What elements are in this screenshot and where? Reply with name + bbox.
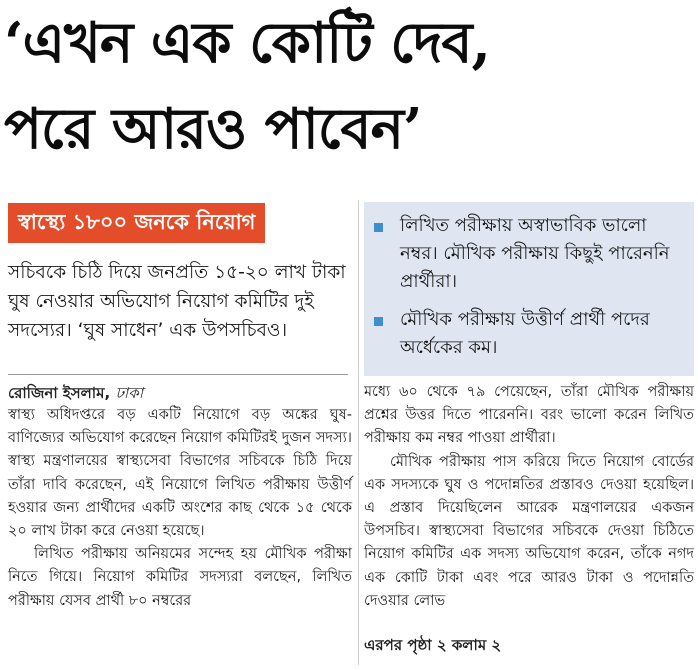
column-divider	[358, 200, 359, 665]
highlight-item	[378, 306, 683, 362]
highlights-box	[364, 202, 694, 376]
headline-line-1: ‘এখন এক কোটি দেব,	[4, 10, 491, 76]
headline-line-2: পরে আরও পাবেন’	[4, 96, 422, 162]
square-bullet-icon	[374, 223, 383, 232]
headline	[4, 0, 694, 172]
kicker-summary: সচিবকে চিঠি দিয়ে জনপ্রতি ১৫-২০ লাখ টাকা ঘুষ নেওয়ার অভিযোগ নিয়োগ কমিটির দুই সদস্যের। ‘ঘুষ সাধেন’ এক উপসচিবও।	[8, 262, 346, 341]
highlight-text: মৌখিক পরীক্ষায় উত্তীর্ণ প্রার্থী পদের অর্ধেকের কম।	[400, 309, 650, 358]
byline-author: রোজিনা ইসলাম,	[8, 384, 111, 402]
highlight-item	[378, 212, 683, 296]
section-tag: স্বাস্থ্যে ১৮০০ জনকে নিয়োগ	[8, 203, 265, 243]
continuation-note[interactable]: এরপর পৃষ্ঠা ২ কলাম ২	[364, 636, 502, 654]
paragraph: মৌখিক পরীক্ষায় পাস করিয়ে দিতে নিয়োগ বোর্ডের এক সদস্যকে ঘুষ ও পদোন্নতির প্রস্তাবও দেওয়া হয়েছিল। এ প্রস্তাব দিয়েছিলেন আরেক মন্ত্রণালয়ের একজন উপসচিব। স্বাস্থ্যসেবা বিভাগের সচিবকে দেওয়া চিঠিতে নিয়োগ কমিটির এক সদস্য অভিযোগ করেন, তাঁকে নগদ এক কোটি টাকা এবং পরে আরও টাকা ও পদোন্নতি দেওয়ার লোভ	[364, 453, 694, 609]
highlight-text: লিখিত পরীক্ষায় অস্বাভাবিক ভালো নম্বর। মৌখিক পরীক্ষায় কিছুই পারেননি প্রার্থীরা।	[400, 215, 670, 292]
article-column-right	[364, 381, 694, 613]
byline-place: ঢাকা	[115, 384, 144, 402]
square-bullet-icon	[374, 317, 383, 326]
paragraph: লিখিত পরীক্ষায় অনিয়মের সন্দেহ হয় মৌখিক পরীক্ষা নিতে গিয়ে। নিয়োগ কমিটির সদস্যরা বলছেন, লিখিত পরীক্ষায় যেসব প্রার্থী ৮০ নম্বরের	[8, 546, 352, 609]
article-column-left	[8, 404, 352, 613]
paragraph: মধ্যে ৬০ থেকে ৭৯ পেয়েছেন, তাঁরা মৌখিক পরীক্ষায় প্রশ্নের উত্তর দিতে পারেননি। বরং ভালো করেন লিখিত পরীক্ষায় কম নম্বর পাওয়া প্রার্থীরা।	[364, 384, 694, 447]
paragraph: স্বাস্থ্য অধিদপ্তরে বড় একটি নিয়োগে বড় অঙ্কের ঘুষ-বাণিজ্যের অভিযোগ করেছেন নিয়োগ কমিটিরই দুজন সদস্য। স্বাস্থ্য মন্ত্রণালয়ের স্বাস্থ্যসেবা বিভাগের সচিবকে চিঠি দিয়ে তাঁরা দাবি করেছেন, এই নিয়োগে লিখিত পরীক্ষায় উত্তীর্ণ হওয়ার জন্য প্রার্থীদের একটি অংশের কাছ থেকে ১৫ থেকে ২০ লাখ টাকা করে নেওয়া হয়েছে।	[8, 407, 352, 540]
byline-divider	[8, 374, 348, 375]
